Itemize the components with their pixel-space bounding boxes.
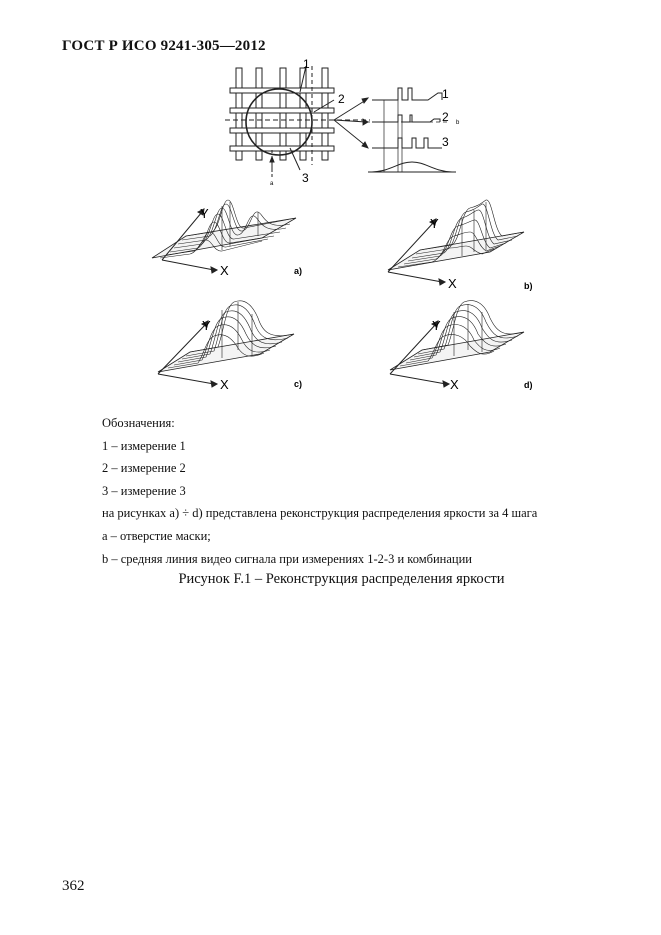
panel-b-label: b)	[524, 281, 533, 291]
mask-scheme	[225, 66, 370, 178]
notes-heading: Обозначения:	[102, 416, 175, 430]
plot-panel-c	[158, 301, 294, 387]
panel-d-axis-y: Y	[432, 318, 441, 333]
panel-a-axis-y: Y	[200, 206, 209, 221]
note-item-5: а – отверстие маски;	[102, 528, 211, 543]
panel-d-label: d)	[524, 380, 533, 390]
document-header: ГОСТ Р ИСО 9241-305—2012	[62, 38, 266, 54]
panel-c-axis-y: Y	[202, 318, 211, 333]
note-item-4: на рисунках а) ÷ d) представлена реконструкция распределения яркости за 4 шага	[102, 506, 538, 521]
signal-label-1: 1	[442, 87, 449, 101]
panel-a-axis-x: X	[220, 263, 229, 278]
note-item-6: b – средняя линия видео сигнала при измерениях 1-2-3 и комбинации	[102, 551, 472, 566]
small-label-b: b	[456, 120, 460, 126]
signal-label-3: 3	[442, 135, 449, 149]
small-label-a: a	[270, 181, 274, 187]
note-item-1: 1 – измерение 1	[102, 438, 186, 453]
note-item-2: 2 – измерение 2	[102, 461, 186, 476]
plot-panel-b	[388, 200, 524, 285]
plot-panel-d	[390, 301, 524, 387]
panel-b-axis-y: Y	[430, 216, 439, 231]
scheme-label-3: 3	[302, 171, 309, 185]
note-item-3: 3 – измерение 3	[102, 483, 186, 498]
figure-notes	[102, 412, 537, 570]
panel-a-label: a)	[294, 266, 303, 276]
panel-b-axis-x: X	[448, 276, 457, 291]
figure-f1	[0, 0, 661, 400]
panel-c-label: c)	[294, 379, 303, 389]
scheme-label-1: 1	[303, 57, 310, 71]
figure-caption	[0, 571, 661, 588]
figure-caption-text: Рисунок F.1 – Реконструкция распределения яркости	[178, 571, 505, 587]
page-number: 362	[62, 878, 85, 894]
panel-c-axis-x: X	[220, 377, 229, 392]
panel-d-axis-x: X	[450, 377, 459, 392]
signal-label-2: 2	[442, 110, 449, 124]
scheme-label-2: 2	[338, 92, 345, 106]
